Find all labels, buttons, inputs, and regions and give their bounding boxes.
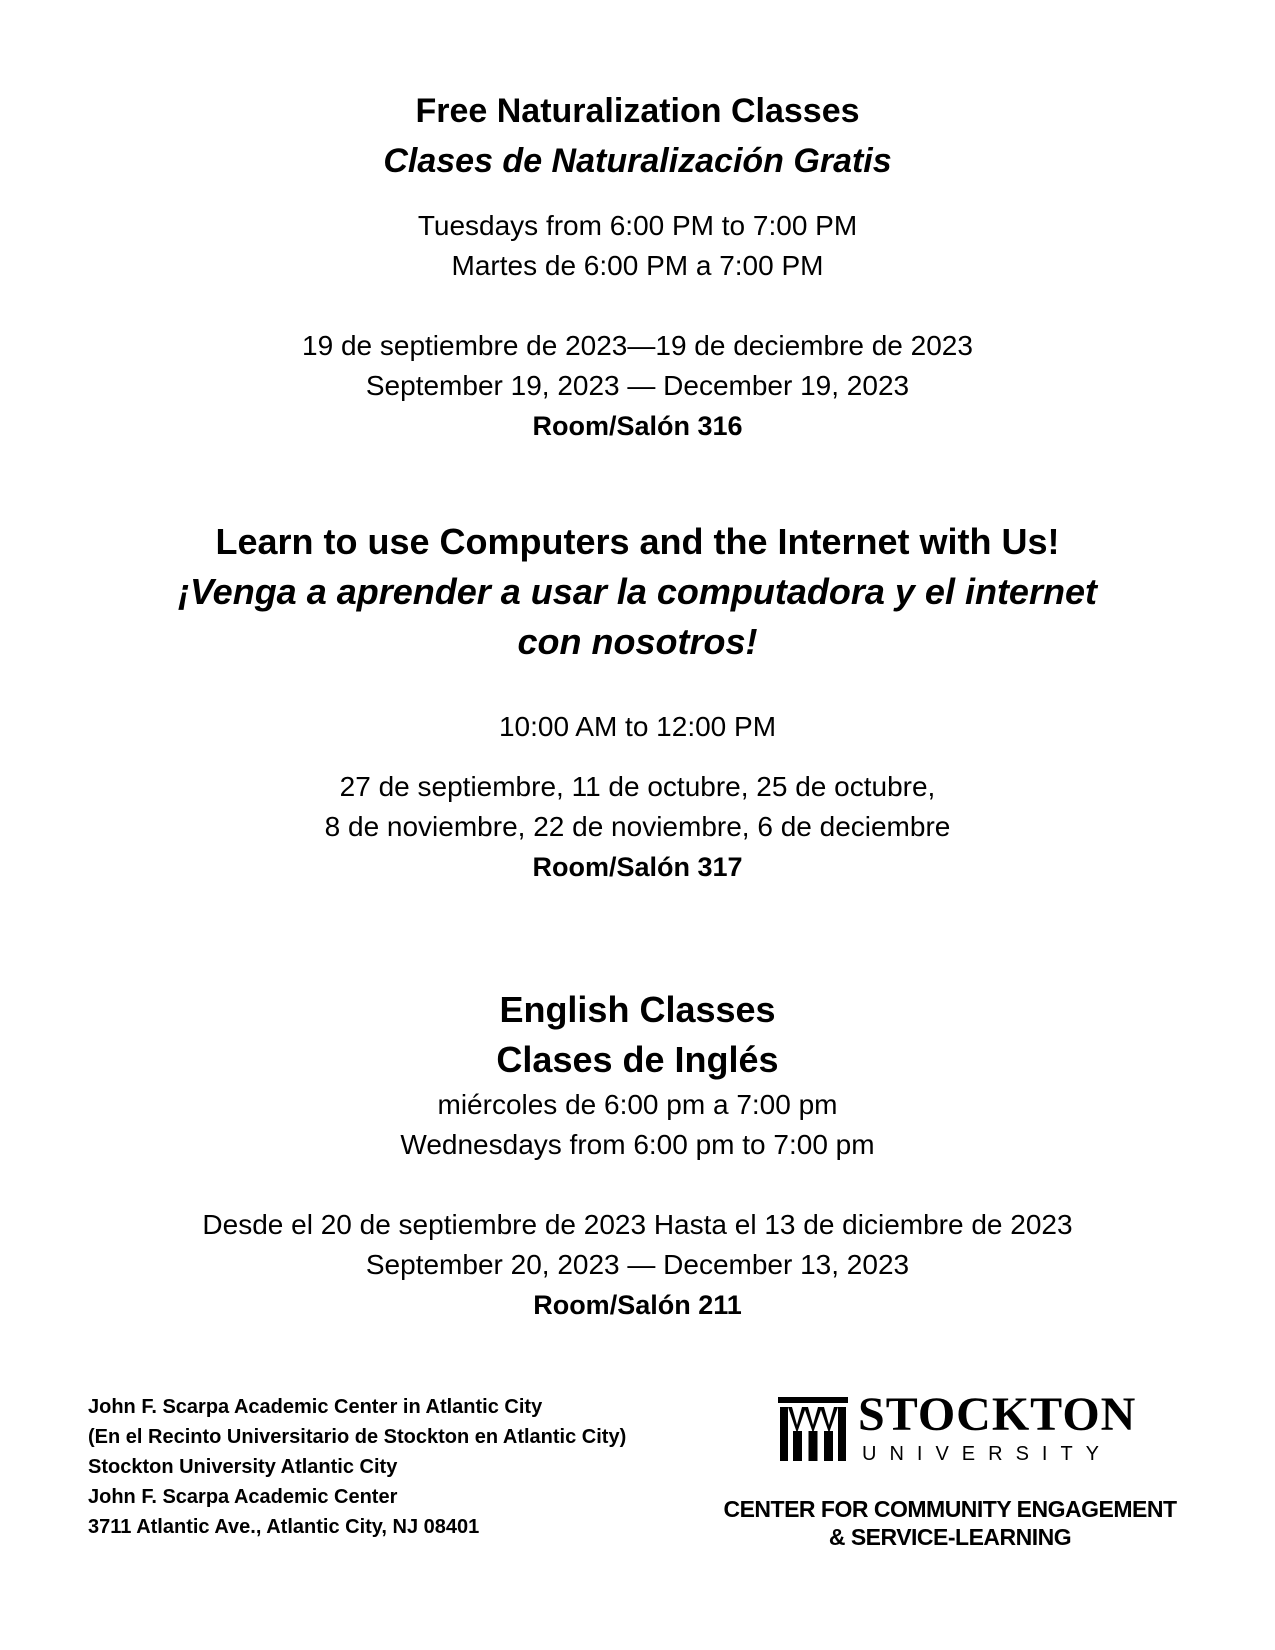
logo-subtitle: UNIVERSITY [862,1443,1113,1465]
naturalization-title-es: Clases de Naturalización Gratis [383,142,892,180]
english-time-es: miércoles de 6:00 pm a 7:00 pm [437,1089,838,1120]
english-title-es: Clases de Inglés [496,1039,779,1080]
naturalization-dates-en: September 19, 2023 — December 19, 2023 [365,370,910,401]
computers-title-en: Learn to use Computers and the Internet with Us! [215,521,1060,562]
address-block [88,1392,626,1542]
logo-center-line-2: & SERVICE-LEARNING [828,1524,1072,1550]
naturalization-room: Room/Salón 316 [532,411,743,441]
naturalization-section [0,86,1275,446]
stockton-tree-icon [778,1397,848,1461]
computers-dates-1: 27 de septiembre, 11 de octubre, 25 de octubre, [339,771,936,802]
address-line: (En el Recinto Universitario de Stockton en Atlantic City) [88,1426,627,1448]
address-line: 3711 Atlantic Ave., Atlantic City, NJ 08401 [88,1516,480,1538]
address-line: John F. Scarpa Academic Center in Atlantic City [88,1396,543,1418]
naturalization-time-es: Martes de 6:00 PM a 7:00 PM [451,250,824,281]
english-dates-en: September 20, 2023 — December 13, 2023 [365,1249,910,1280]
computers-dates-2: 8 de noviembre, 22 de noviembre, 6 de deciembre [324,811,951,842]
computers-room: Room/Salón 317 [532,852,743,882]
computers-section [0,517,1275,887]
english-dates-es: Desde el 20 de septiembre de 2023 Hasta el 13 de diciembre de 2023 [202,1209,1073,1240]
computers-time: 10:00 AM to 12:00 PM [498,711,777,742]
naturalization-title-en: Free Naturalization Classes [415,92,860,130]
english-section [0,985,1275,1325]
logo-name: STOCKTON [858,1388,1137,1441]
address-line: Stockton University Atlantic City [88,1456,398,1478]
address-line: John F. Scarpa Academic Center [88,1486,398,1508]
stockton-logo [690,1385,1210,1565]
naturalization-dates-es: 19 de septiembre de 2023—19 de deciembre de 2023 [302,330,973,361]
logo-center-name [690,1495,1210,1551]
english-title-en: English Classes [499,989,776,1030]
english-time-en: Wednesdays from 6:00 pm to 7:00 pm [400,1129,875,1160]
english-room: Room/Salón 211 [533,1290,742,1320]
logo-center-line-1: CENTER FOR COMMUNITY ENGAGEMENT [723,1496,1177,1522]
naturalization-time-en: Tuesdays from 6:00 PM to 7:00 PM [417,210,858,241]
computers-title-es-1: ¡Venga a aprender a usar la computadora y el internet [178,571,1097,612]
computers-title-es-2: con nosotros! [517,621,758,662]
